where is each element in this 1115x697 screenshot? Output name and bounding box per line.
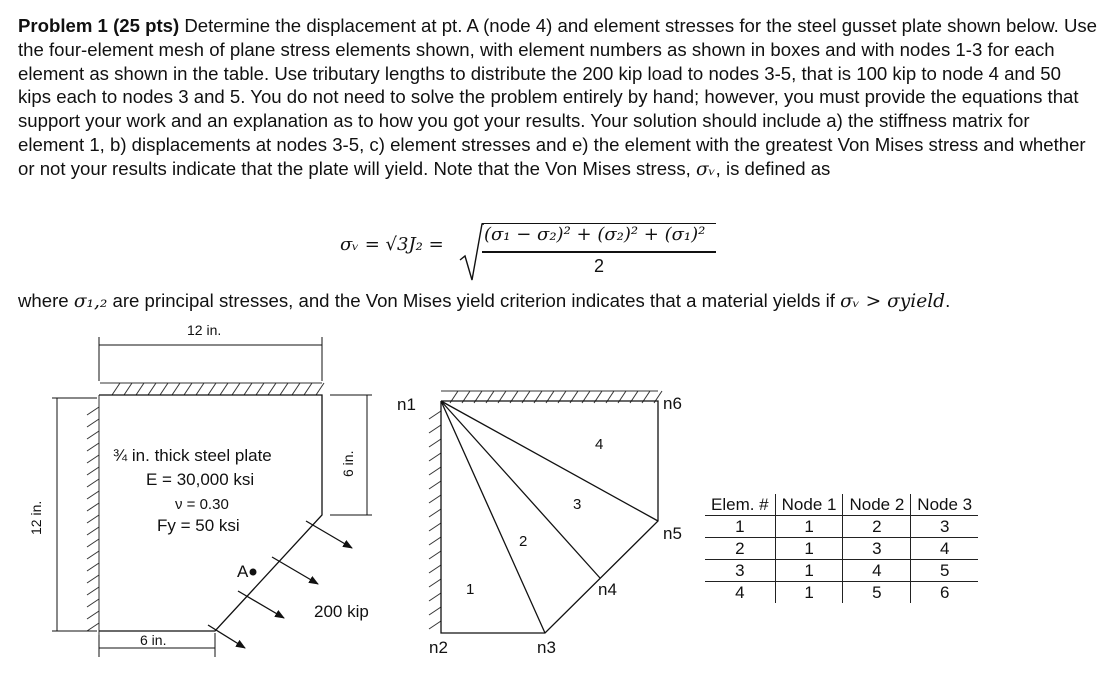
plate-yield: Fy = 50 ksi <box>157 516 240 535</box>
table-cell: 4 <box>911 538 978 560</box>
where-suffix: . <box>945 290 951 311</box>
node-label-n1: n1 <box>397 395 416 414</box>
element-label-1: 1 <box>466 581 475 598</box>
table-cell: 5 <box>843 582 911 604</box>
table-header: Node 2 <box>843 494 911 516</box>
dim-top-label: 12 in. <box>187 322 222 338</box>
table-cell: 1 <box>775 560 843 582</box>
table-cell: 6 <box>911 582 978 604</box>
node-label-n5: n5 <box>663 524 682 543</box>
problem-heading: Problem 1 (25 pts) <box>18 15 180 36</box>
element-label-4: 4 <box>595 436 604 453</box>
table-row <box>705 538 978 560</box>
plate-thickness: ¾ in. thick steel plate <box>113 446 272 465</box>
table-row <box>705 560 978 582</box>
table-header: Node 3 <box>911 494 978 516</box>
formula-numerator: (σ₁ − σ₂)² + (σ₂)² + (σ₁)² <box>484 224 706 245</box>
plate-outline <box>99 395 322 631</box>
load-arrows <box>208 521 352 648</box>
dim-right-label: 6 in. <box>340 450 356 477</box>
problem-statement <box>18 14 1098 182</box>
mesh-left-hatch <box>429 401 441 633</box>
element-label-3: 3 <box>573 496 582 513</box>
element-connectivity-table <box>705 494 978 603</box>
load-label: 200 kip <box>314 602 369 621</box>
left-wall-hatch <box>87 395 99 645</box>
table-cell: 2 <box>843 516 911 538</box>
node-label-n2: n2 <box>429 638 448 657</box>
table-cell: 3 <box>843 538 911 560</box>
table-cell: 5 <box>911 560 978 582</box>
radical-sign <box>458 222 484 284</box>
table-cell: 4 <box>843 560 911 582</box>
point-a-marker <box>250 569 257 576</box>
element-label-2: 2 <box>519 533 528 550</box>
formula-lhs: σᵥ = √3J₂ = <box>340 234 444 255</box>
table-header: Node 1 <box>775 494 843 516</box>
table-header: Elem. # <box>705 494 775 516</box>
von-mises-symbol: σᵥ <box>695 158 716 180</box>
yield-criterion-text <box>18 290 1108 312</box>
point-a-label: A <box>237 562 249 581</box>
gusset-plate <box>28 322 372 657</box>
top-wall-hatch <box>100 383 324 395</box>
table-cell: 4 <box>705 582 775 604</box>
dim-left-label: 12 in. <box>28 500 44 535</box>
table-cell: 1 <box>775 582 843 604</box>
dim-bottom-label: 6 in. <box>140 632 167 648</box>
mesh-edges <box>441 401 658 633</box>
plate-modulus: E = 30,000 ksi <box>146 470 255 489</box>
where-middle: are principal stresses, and the Von Mises yield criterion indicates that a material yields if <box>107 290 841 311</box>
table-cell: 1 <box>705 516 775 538</box>
table-row <box>705 516 978 538</box>
node-label-n6: n6 <box>663 394 682 413</box>
principal-stress-symbol: σ₁,₂ <box>73 291 108 312</box>
fraction-bar <box>482 251 716 253</box>
problem-body-end: , is defined as <box>715 157 831 179</box>
table-row <box>705 582 978 604</box>
yield-inequality: σᵥ > σyield <box>840 291 946 312</box>
table-cell: 2 <box>705 538 775 560</box>
table-cell: 3 <box>911 516 978 538</box>
problem-body: Determine the displacement at pt. A (node 4) and element stresses for the steel gusset plate shown below. Use the four-element mesh of plane stress elements shown, with element numbers as shown in boxes and with nodes 1-3 for each element as shown in the table. Use tributary lengths to distribute the 200 kip load to nodes 3-5, that is 100 kip to node 4 and 50 kips each to nodes 3 and 5. You do not need to solve the problem entirely by hand; however, you must provide the equations that support your work and an explanation as to how you got your results. Your solution should include a) the stiffness matrix for element 1, b) displacements at nodes 3-5, c) element stresses and e) the element with the greatest Von Mises stress and whether or not your results indicate that the plate will yield. Note that the Von Mises stress, <box>18 15 1098 179</box>
plate-poisson: ν = 0.30 <box>175 496 229 513</box>
where-prefix: where <box>18 290 74 311</box>
node-label-n4: n4 <box>598 580 617 599</box>
element-mesh <box>397 391 682 657</box>
table-cell: 3 <box>705 560 775 582</box>
table-cell: 1 <box>775 538 843 560</box>
formula-denominator: 2 <box>594 256 605 276</box>
table-header-row <box>705 494 978 516</box>
node-label-n3: n3 <box>537 638 556 657</box>
von-mises-formula <box>340 222 760 286</box>
table-cell: 1 <box>775 516 843 538</box>
